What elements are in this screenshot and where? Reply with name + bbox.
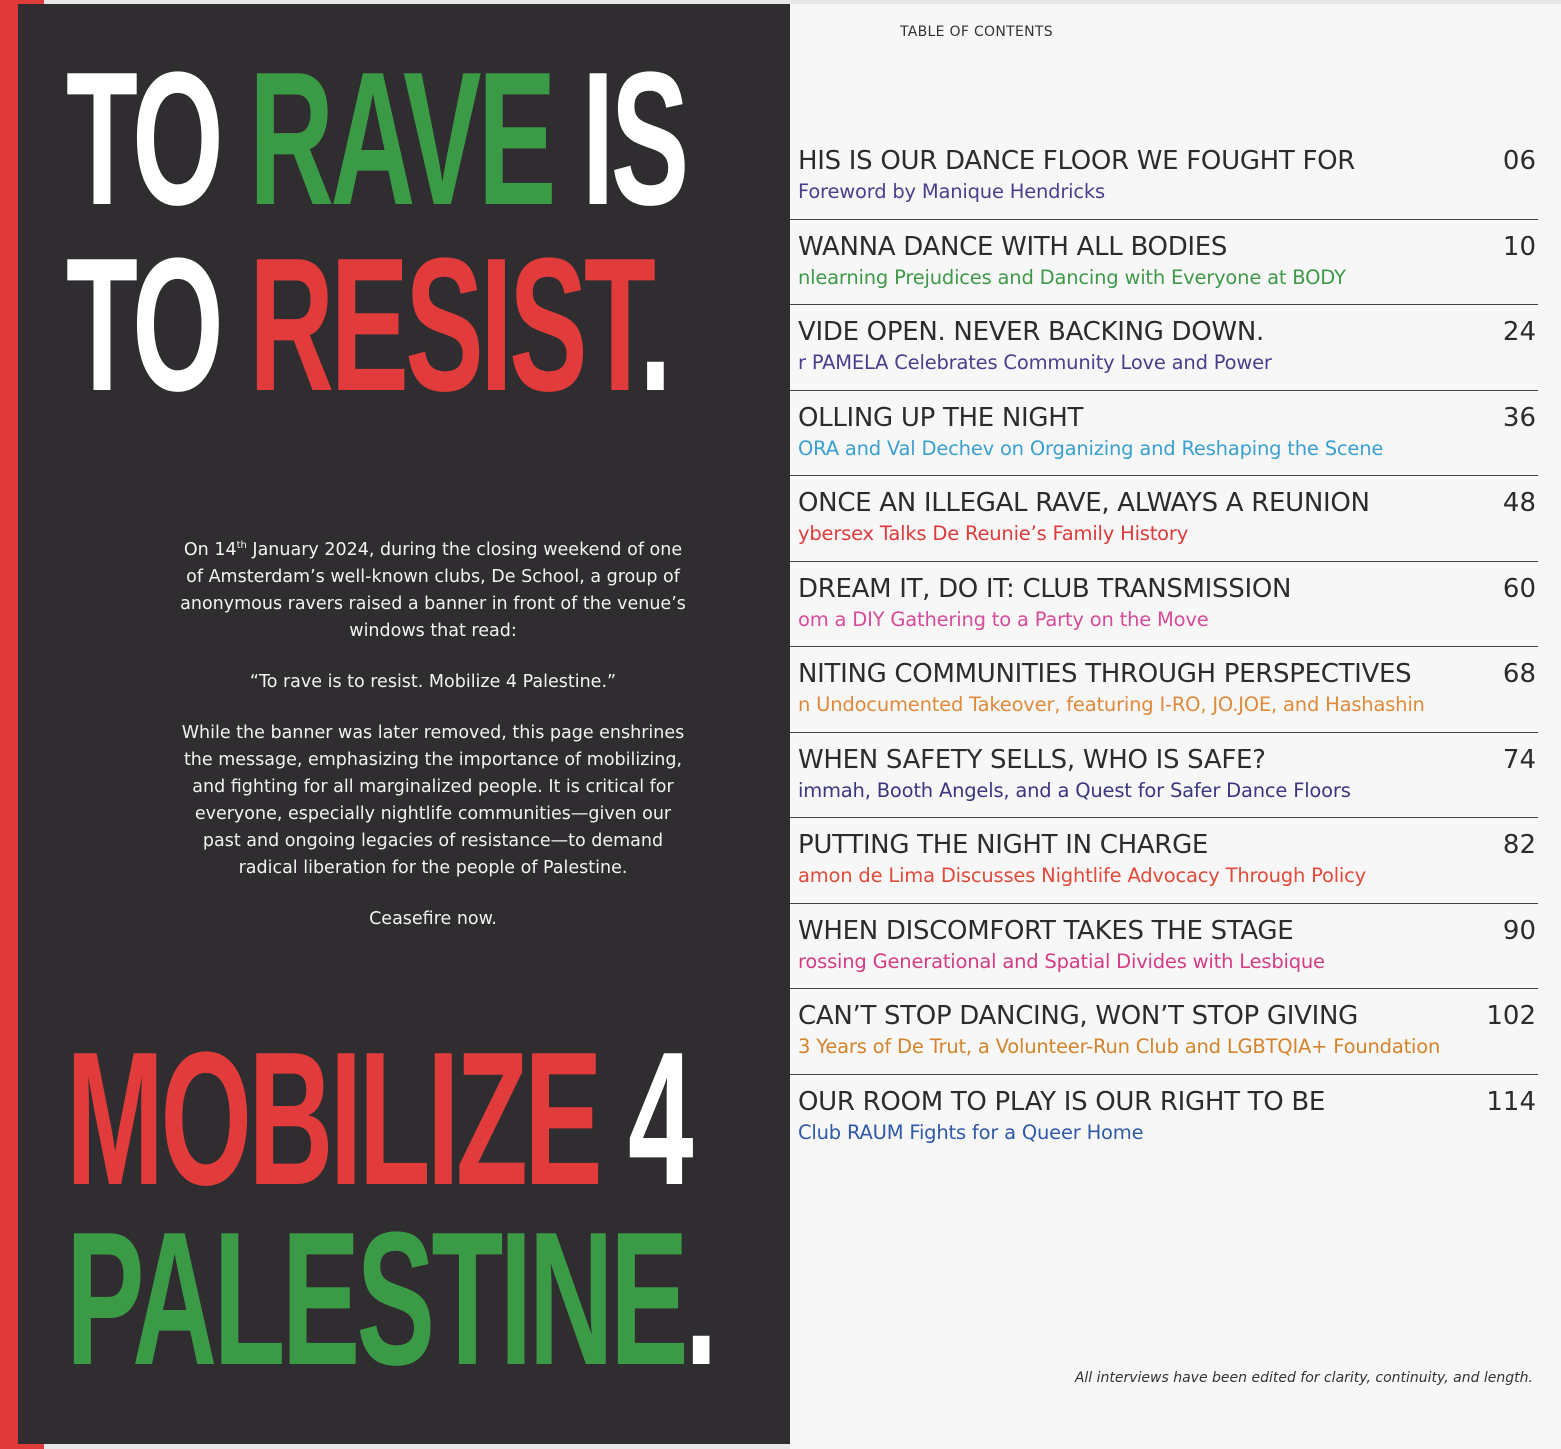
toc-entry-page-number: 36 [1502, 402, 1536, 433]
headline-word: 4 [628, 1013, 690, 1225]
toc-entry-subtitle: immah, Booth Angels, and a Quest for Safer Dance Floors [798, 778, 1351, 802]
toc-entry-page-number: 06 [1502, 146, 1536, 176]
toc-entry[interactable] [790, 134, 1538, 220]
toc-entry-title: WHEN DISCOMFORT TAKES THE STAGE [798, 915, 1294, 946]
toc-entry-subtitle: Club RAUM Fights for a Queer Home [798, 1120, 1144, 1144]
toc-entry-subtitle: 3 Years of De Trut, a Volunteer-Run Club and LGBTQIA+ Foundation [798, 1035, 1441, 1058]
toc-entry[interactable] [790, 647, 1538, 733]
statement-paragraph: While the banner was later removed, this page enshrines the message, emphasizing the importance of mobilizing, and fighting for all marginalized people. It is critical for everyone, especially nightlife communities—given our past and ongoing legacies of resistance—to demand radical liberation for the people of Palestine. [181, 722, 685, 878]
toc-entry[interactable] [790, 220, 1538, 306]
toc-entry[interactable] [790, 818, 1538, 904]
closing-line: Ceasefire now. [369, 908, 497, 929]
toc-entry-title: CAN’T STOP DANCING, WON’T STOP GIVING [798, 1001, 1358, 1031]
toc-entry-title: VIDE OPEN. NEVER BACKING DOWN. [798, 317, 1264, 347]
toc-entry-page-number: 102 [1486, 1001, 1536, 1031]
toc-entry[interactable] [790, 989, 1538, 1075]
headline-word: TO [66, 219, 250, 431]
toc-entry-subtitle: Foreword by Manique Hendricks [798, 180, 1105, 203]
headline-palestine [66, 1193, 714, 1405]
toc-entry-page-number: 68 [1502, 659, 1536, 689]
toc-entry-page-number: 10 [1502, 231, 1536, 262]
toc-entry-subtitle: r PAMELA Celebrates Community Love and Power [798, 351, 1272, 374]
paragraph-text: January 2024, during the closing weekend of one of Amsterdam’s well-known clubs, De School, a group of anonymous ravers raised a banner in front of the venue’s windows that read: [180, 539, 686, 641]
toc-entry-title: OUR ROOM TO PLAY IS OUR RIGHT TO BE [798, 1086, 1326, 1117]
toc-entry-page-number: 24 [1502, 317, 1536, 347]
toc-entry-title: DREAM IT, DO IT: CLUB TRANSMISSION [798, 573, 1292, 604]
toc-entry[interactable] [790, 904, 1538, 990]
toc-entry-title: WHEN SAFETY SELLS, WHO IS SAFE? [798, 744, 1266, 775]
toc-entry-title: PUTTING THE NIGHT IN CHARGE [798, 830, 1209, 860]
toc-entry[interactable] [790, 391, 1538, 477]
toc-entry[interactable] [790, 476, 1538, 562]
footnote: All interviews have been edited for clarity, continuity, and length. [1074, 1370, 1533, 1386]
toc-entry-subtitle: ybersex Talks De Reunie’s Family History [798, 522, 1189, 545]
toc-entry-title: WANNA DANCE WITH ALL BODIES [798, 231, 1228, 262]
statement-text [178, 532, 688, 957]
right-page [790, 4, 1561, 1449]
toc-entry[interactable] [790, 305, 1538, 391]
toc-entry-page-number: 48 [1502, 488, 1536, 518]
toc-entry-subtitle: ORA and Val Dechev on Organizing and Reshaping the Scene [798, 436, 1384, 460]
toc-entry[interactable] [790, 562, 1538, 648]
toc-list [790, 134, 1538, 1159]
toc-entry-page-number: 74 [1502, 744, 1536, 775]
toc-entry-title: NITING COMMUNITIES THROUGH PERSPECTIVES [798, 659, 1412, 689]
toc-entry-page-number: 90 [1502, 915, 1536, 946]
headline-word: PALESTINE [66, 1193, 685, 1405]
toc-entry-page-number: 60 [1502, 573, 1536, 604]
headline-to-resist [66, 219, 669, 431]
toc-entry-subtitle: n Undocumented Takeover, featuring I-RO, JO.JOE, and Hashashin [798, 693, 1425, 716]
toc-entry-subtitle: nlearning Prejudices and Dancing with Everyone at BODY [798, 265, 1346, 289]
paragraph-text: On 14 [183, 539, 237, 560]
toc-entry[interactable] [790, 1075, 1538, 1160]
toc-entry-title: HIS IS OUR DANCE FLOOR WE FOUGHT FOR [798, 146, 1356, 176]
ordinal-suffix: th [236, 540, 247, 551]
headline-word: MOBILIZE [66, 1013, 629, 1225]
toc-entry-title: OLLING UP THE NIGHT [798, 402, 1084, 433]
headline-word: RESIST [249, 219, 640, 431]
toc-entry-subtitle: rossing Generational and Spatial Divides with Lesbique [798, 949, 1325, 973]
headline-word: . [639, 219, 669, 431]
headline-mobilize-4 [66, 1013, 690, 1225]
toc-entry-subtitle: amon de Lima Discusses Nightlife Advocacy Through Policy [798, 864, 1367, 887]
banner-quote: “To rave is to resist. Mobilize 4 Palestine.” [249, 671, 617, 692]
toc-header: TABLE OF CONTENTS [900, 24, 1053, 40]
headline-word: . [684, 1193, 714, 1405]
toc-entry-page-number: 82 [1502, 830, 1536, 860]
headline-word: RAVE [249, 33, 582, 245]
headline-word: TO [66, 33, 250, 245]
headline-word: IS [581, 33, 686, 245]
toc-entry-title: ONCE AN ILLEGAL RAVE, ALWAYS A REUNION [798, 488, 1370, 518]
toc-entry[interactable] [790, 733, 1538, 819]
toc-entry-page-number: 114 [1486, 1086, 1536, 1117]
left-page [18, 4, 800, 1444]
statement-paragraph [178, 532, 688, 645]
toc-entry-subtitle: om a DIY Gathering to a Party on the Move [798, 607, 1209, 631]
headline-to-rave-is [66, 33, 686, 245]
